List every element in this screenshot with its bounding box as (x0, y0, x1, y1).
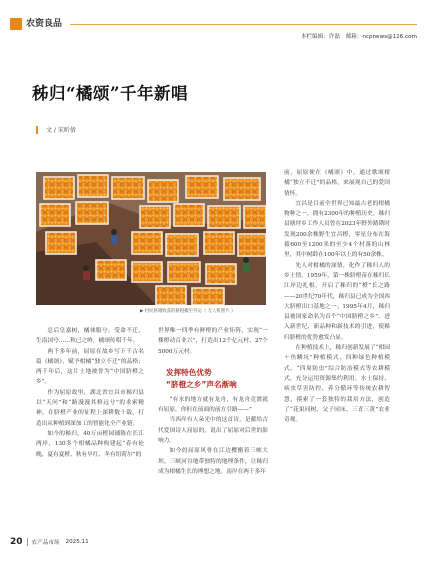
page-footer (10, 537, 89, 547)
byline-text: 文 / 宋昕倩 (46, 127, 76, 134)
paragraph: 在种植技术上，秭归创新发展了“柑园＋鱼鳞坑”种植模式、四种绿色种植模式、“四周防虫”综合防治模式等农耕模式，充分运用资源集约利用。水土保持、病虫草害防控、养分循环等传统农耕智慧，摸索了一套独特的栽培方法，创造了“花果同树、父子同床、三青三黄”农业奇观。 (284, 345, 390, 424)
paragraph: 两千多年前，屈原在故乡写下千古名篇《橘颂》，赋予柑橘“独立不迁”的品格；两千年后，这片土地被誉为“中国脐橙之乡”。 (36, 348, 144, 386)
subheading-text: 发挥特色优势 “脐橙之乡”声名渐响 (166, 367, 237, 389)
article-column-1 (36, 326, 144, 460)
paragraph: 总后皇嘉树，橘徕服兮。受命不迁，生南国兮……秋已之岭，橘颂传唱千年。 (36, 328, 144, 345)
byline (36, 125, 76, 134)
issue-date: 2025.11 (65, 539, 89, 545)
byline-marker (36, 126, 38, 134)
paragraph: “有水的地方就有龙舟，有龙舟竞渡就有屈原，你但在前面的前方引路——” (158, 396, 268, 414)
article-column-2 (158, 326, 268, 477)
photo-illustration (36, 172, 266, 305)
paragraph: 宜昌是目前全世界已知最古老的柑橘物种之一，拥有2300年的种植历史。秭归县塘坪乡工作人员曾在2023年野外踏勘时发现200余株野生宜昌橙，零星分布在海拔600至1200米的至少4个村落的山林里，其中树龄在100年以上的有50余株。 (284, 200, 390, 259)
section-header (10, 18, 62, 30)
paragraph: 作为屈原故里，湖北省宜昌市秭归县以“天问”和“路漫漫其修远兮”的求索精神，在脐橙产业的征程上深耕数十载，打造出从种植到深加工的智能化全产业链。 (36, 389, 144, 427)
section-label: 农资良品 (26, 19, 63, 29)
paragraph: 如今的屈原风骨在江边樱搬着三峡大坝、三峡河谷地带独特的地理条件，让秭归成为柑橘生长的理想之地。南岸在两千多年 (158, 448, 268, 475)
paragraph: 当西岸有人朵光中的这首诗，是献给古代爱国诗人屈原的，说出了屈原对后世的影响力。 (158, 417, 268, 445)
paragraph: 先人对柑橘的深情，化作了秭归人的乡土情。1959年，第一株脐橙苗在秭归长江岸边扎根，开启了秭归的“橙”长之路——20世纪70年代，秭归县已成为全国西大脐橙出口基地之一；1995年4月，秭归县被国家命名为首个“中国脐橙之乡”。进入新世纪，新品种和新技术的引进，使秭归脐橙的优势愈发凸显。 (284, 262, 390, 341)
footer-divider (27, 538, 28, 546)
article-column-3 (284, 168, 390, 425)
subheading (158, 367, 268, 391)
publication-name: 农产品市场 (31, 540, 60, 546)
paragraph: 前，屈原便在《橘颂》中，通过歌颂柑橘“独立不迁”的品格，来展现自己的爱国情怀。 (284, 170, 390, 197)
page-number: 20 (10, 537, 23, 547)
editor-info: 本栏编辑：许磊 邮箱：ncpnews@126.com (300, 34, 417, 40)
orange-harvest-photo (36, 172, 266, 305)
paragraph: 如今的秭归，40万亩橙园铺陈在长江两岸，130多个柑橘品种构建起“春有伦晚、夏有夏橙、秋有早红、冬有纽荷尔”的 (36, 430, 144, 458)
section-marker (10, 18, 22, 30)
photo-caption: ▶ 村民将刚收获的脐橙搬至外运（ 无人机照片 ） (140, 309, 236, 314)
paragraph: 世界唯一四季有鲜橙的产业矩阵，实现“一棵橙动百业兴”，打造出12个亿元村、27个5000万元村。 (158, 328, 268, 355)
header-divider (70, 24, 417, 25)
article-title: 秭归“橘颂”千年新唱 (32, 84, 188, 103)
